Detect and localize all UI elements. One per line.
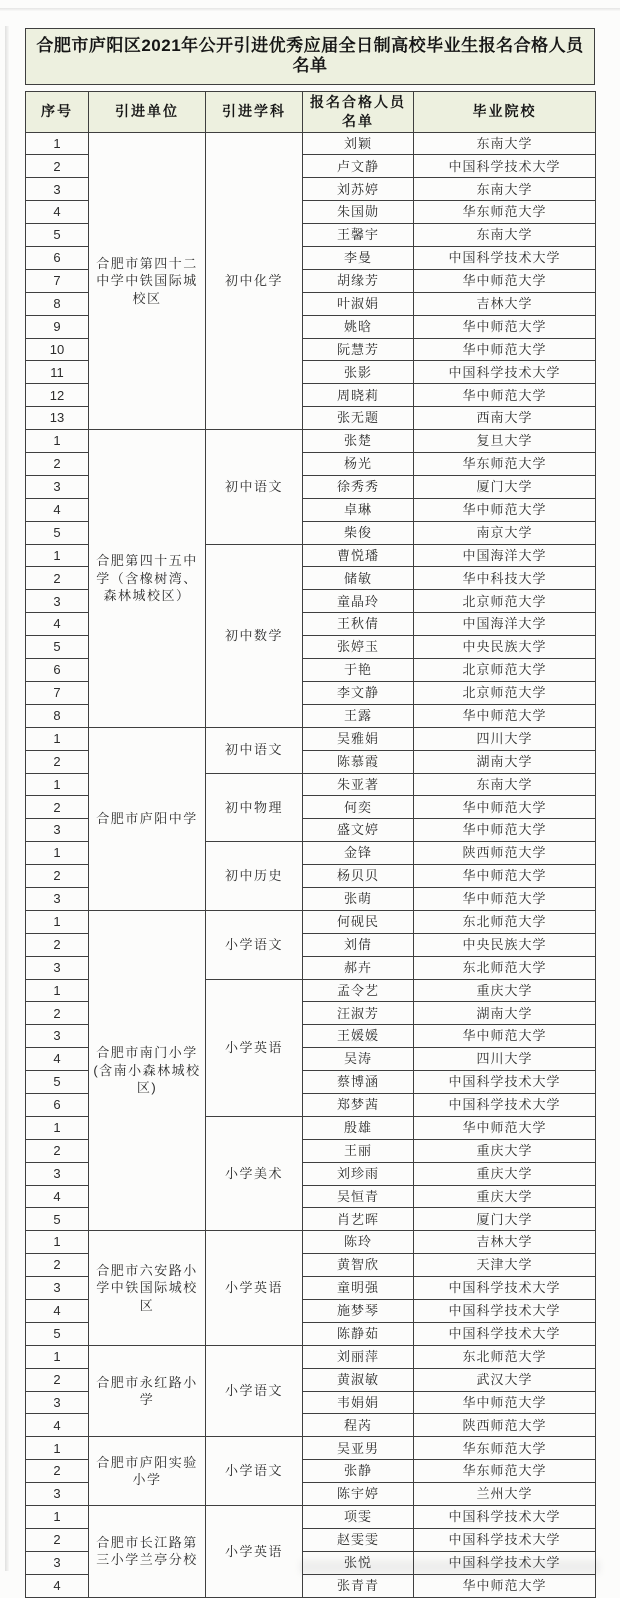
school-cell: 中央民族大学 [414,636,596,659]
row-number-cell: 11 [26,361,89,384]
unit-cell: 合肥市第四十二中学中铁国际城校区 [89,132,206,430]
applicant-name-cell: 肖艺晖 [303,1208,414,1231]
subject-cell: 初中物理 [206,773,303,842]
applicant-name-cell: 童晶玲 [303,590,414,613]
school-cell: 中国科学技术大学 [414,1506,596,1529]
school-cell: 华中师范大学 [414,796,596,819]
school-cell: 吉林大学 [414,1231,596,1254]
applicant-name-cell: 曹悦璠 [303,544,414,567]
applicant-name-cell: 张影 [303,361,414,384]
subject-cell: 小学语文 [206,1345,303,1437]
school-cell: 四川大学 [414,727,596,750]
school-cell: 中国海洋大学 [414,544,596,567]
applicant-name-cell: 于艳 [303,659,414,682]
school-cell: 华中师范大学 [414,865,596,888]
applicant-name-cell: 金锋 [303,842,414,865]
school-cell: 华中师范大学 [414,498,596,521]
school-cell: 陕西师范大学 [414,842,596,865]
applicant-name-cell: 朱亚著 [303,773,414,796]
applicant-name-cell: 何砚民 [303,910,414,933]
subject-cell: 初中语文 [206,727,303,773]
applicant-name-cell: 柴俊 [303,521,414,544]
school-cell: 华中师范大学 [414,1391,596,1414]
subject-cell: 初中数学 [206,544,303,727]
applicant-name-cell: 童明强 [303,1277,414,1300]
row-number-cell: 3 [26,475,89,498]
school-cell: 南京大学 [414,521,596,544]
school-cell: 北京师范大学 [414,590,596,613]
applicant-name-cell: 王馨宇 [303,224,414,247]
applicant-name-cell: 王露 [303,704,414,727]
school-cell: 中国科学技术大学 [414,1299,596,1322]
document [25,28,595,1598]
applicant-name-cell: 程芮 [303,1414,414,1437]
school-cell: 中国科学技术大学 [414,155,596,178]
row-number-cell: 5 [26,224,89,247]
row-number-cell: 3 [26,1391,89,1414]
row-number-cell: 4 [26,1414,89,1437]
school-cell: 重庆大学 [414,1185,596,1208]
applicant-name-cell: 叶淑娟 [303,292,414,315]
applicant-name-cell: 张婷玉 [303,636,414,659]
applicant-name-cell: 徐秀秀 [303,475,414,498]
applicant-name-cell: 阮慧芳 [303,338,414,361]
school-cell: 吉林大学 [414,292,596,315]
unit-cell: 合肥市庐阳中学 [89,727,206,910]
school-cell: 东南大学 [414,773,596,796]
applicant-name-cell: 刘苏婷 [303,178,414,201]
row-number-cell: 2 [26,933,89,956]
column-header-subject: 引进学科 [206,91,303,132]
applicant-name-cell: 张楚 [303,430,414,453]
applicant-name-cell: 胡缘芳 [303,269,414,292]
applicant-name-cell: 王丽 [303,1139,414,1162]
applicant-name-cell: 黄智欣 [303,1254,414,1277]
row-number-cell: 5 [26,1322,89,1345]
row-number-cell: 4 [26,201,89,224]
row-number-cell: 2 [26,1528,89,1551]
row-number-cell: 3 [26,956,89,979]
applicant-name-cell: 李曼 [303,247,414,270]
school-cell: 东南大学 [414,178,596,201]
row-number-cell: 4 [26,1048,89,1071]
row-number-cell: 3 [26,1162,89,1185]
row-number-cell: 3 [26,178,89,201]
table-row [26,132,596,155]
applicant-name-cell: 黄淑敏 [303,1368,414,1391]
row-number-cell: 2 [26,1460,89,1483]
row-number-cell: 2 [26,1254,89,1277]
school-cell: 陕西师范大学 [414,1414,596,1437]
school-cell: 厦门大学 [414,475,596,498]
applicant-name-cell: 张悦 [303,1551,414,1574]
applicant-name-cell: 郑梦茜 [303,1093,414,1116]
subject-cell: 小学美术 [206,1116,303,1230]
applicant-name-cell: 张无题 [303,407,414,430]
school-cell: 中央民族大学 [414,933,596,956]
applicant-name-cell: 陈静茹 [303,1322,414,1345]
row-number-cell: 2 [26,1002,89,1025]
applicant-name-cell: 刘颖 [303,132,414,155]
school-cell: 中国科学技术大学 [414,361,596,384]
applicant-name-cell: 王媛媛 [303,1025,414,1048]
table-row [26,1506,596,1529]
school-cell: 武汉大学 [414,1368,596,1391]
column-header-applicants: 报名合格人员名单 [303,91,414,132]
applicant-name-cell: 项雯 [303,1506,414,1529]
applicant-name-cell: 吴雅娟 [303,727,414,750]
row-number-cell: 7 [26,681,89,704]
applicant-name-cell: 施梦琴 [303,1299,414,1322]
school-cell: 华东师范大学 [414,201,596,224]
column-header-unit: 引进单位 [89,91,206,132]
subject-cell: 小学英语 [206,979,303,1116]
school-cell: 华东师范大学 [414,1437,596,1460]
school-cell: 中国科学技术大学 [414,247,596,270]
row-number-cell: 5 [26,636,89,659]
table-row [26,1437,596,1460]
row-number-cell: 1 [26,979,89,1002]
header-row [26,91,596,132]
applicant-name-cell: 周晓莉 [303,384,414,407]
applicant-name-cell: 刘倩 [303,933,414,956]
row-number-cell: 3 [26,1277,89,1300]
row-number-cell: 3 [26,887,89,910]
school-cell: 华中师范大学 [414,1025,596,1048]
row-number-cell: 2 [26,750,89,773]
school-cell: 华东师范大学 [414,453,596,476]
subject-cell: 小学英语 [206,1231,303,1345]
row-number-cell: 1 [26,1506,89,1529]
applicant-name-cell: 刘珍雨 [303,1162,414,1185]
applicant-name-cell: 陈慕霞 [303,750,414,773]
school-cell: 湖南大学 [414,1002,596,1025]
school-cell: 中国科学技术大学 [414,1093,596,1116]
applicant-name-cell: 卓琳 [303,498,414,521]
row-number-cell: 3 [26,1551,89,1574]
row-number-cell: 7 [26,269,89,292]
school-cell: 华中师范大学 [414,384,596,407]
row-number-cell: 6 [26,659,89,682]
row-number-cell: 1 [26,430,89,453]
school-cell: 东北师范大学 [414,910,596,933]
row-number-cell: 3 [26,819,89,842]
row-number-cell: 1 [26,773,89,796]
school-cell: 华中师范大学 [414,1116,596,1139]
applicant-name-cell: 张青青 [303,1574,414,1597]
school-cell: 西南大学 [414,407,596,430]
school-cell: 东南大学 [414,224,596,247]
row-number-cell: 5 [26,1071,89,1094]
row-number-cell: 2 [26,796,89,819]
row-number-cell: 5 [26,521,89,544]
table-row [26,727,596,750]
subject-cell: 小学英语 [206,1506,303,1598]
applicant-name-cell: 李文静 [303,681,414,704]
school-cell: 华中师范大学 [414,269,596,292]
applicant-name-cell: 陈宇婷 [303,1483,414,1506]
school-cell: 华中师范大学 [414,704,596,727]
row-number-cell: 1 [26,1345,89,1368]
applicant-name-cell: 吴亚男 [303,1437,414,1460]
unit-cell: 合肥市长江路第三小学兰亭分校 [89,1506,206,1598]
school-cell: 中国科学技术大学 [414,1551,596,1574]
applicant-name-cell: 王秋倩 [303,613,414,636]
row-number-cell: 1 [26,727,89,750]
unit-cell: 合肥市永红路小学 [89,1345,206,1437]
school-cell: 东北师范大学 [414,1345,596,1368]
row-number-cell: 2 [26,453,89,476]
row-number-cell: 6 [26,247,89,270]
row-number-cell: 2 [26,1368,89,1391]
applicant-name-cell: 殷雄 [303,1116,414,1139]
subject-cell: 初中化学 [206,132,303,430]
page-title: 合肥市庐阳区2021年公开引进优秀应届全日制高校毕业生报名合格人员名单 [25,28,595,85]
row-number-cell: 2 [26,1139,89,1162]
row-number-cell: 13 [26,407,89,430]
applicant-name-cell: 郝卉 [303,956,414,979]
row-number-cell: 1 [26,1437,89,1460]
row-number-cell: 4 [26,1185,89,1208]
applicant-name-cell: 韦娟娟 [303,1391,414,1414]
school-cell: 华中师范大学 [414,887,596,910]
table-row [26,910,596,933]
row-number-cell: 4 [26,613,89,636]
school-cell: 华中师范大学 [414,338,596,361]
unit-cell: 合肥第四十五中学（含橡树湾、森林城校区） [89,430,206,728]
school-cell: 东北师范大学 [414,956,596,979]
row-number-cell: 5 [26,1208,89,1231]
row-number-cell: 8 [26,704,89,727]
unit-cell: 合肥市庐阳实验小学 [89,1437,206,1506]
row-number-cell: 12 [26,384,89,407]
applicant-name-cell: 杨光 [303,453,414,476]
applicant-name-cell: 卢文静 [303,155,414,178]
school-cell: 兰州大学 [414,1483,596,1506]
row-number-cell: 1 [26,842,89,865]
applicant-name-cell: 姚晗 [303,315,414,338]
row-number-cell: 10 [26,338,89,361]
applicants-table-body [26,132,596,1597]
school-cell: 重庆大学 [414,979,596,1002]
unit-cell: 合肥市六安路小学中铁国际城校区 [89,1231,206,1345]
table-row [26,1345,596,1368]
row-number-cell: 1 [26,132,89,155]
subject-cell: 初中语文 [206,430,303,544]
row-number-cell: 3 [26,590,89,613]
school-cell: 中国海洋大学 [414,613,596,636]
row-number-cell: 4 [26,1299,89,1322]
row-number-cell: 3 [26,1025,89,1048]
school-cell: 中国科学技术大学 [414,1071,596,1094]
scan-artifact-left [5,26,9,1571]
applicant-name-cell: 吴恒青 [303,1185,414,1208]
school-cell: 北京师范大学 [414,659,596,682]
scan-artifact-top [0,8,620,11]
school-cell: 华东师范大学 [414,1460,596,1483]
school-cell: 东南大学 [414,132,596,155]
applicant-name-cell: 蔡博涵 [303,1071,414,1094]
subject-cell: 小学语文 [206,1437,303,1506]
school-cell: 中国科学技术大学 [414,1528,596,1551]
school-cell: 北京师范大学 [414,681,596,704]
school-cell: 天津大学 [414,1254,596,1277]
row-number-cell: 8 [26,292,89,315]
row-number-cell: 4 [26,498,89,521]
applicant-name-cell: 储敏 [303,567,414,590]
applicant-name-cell: 陈玲 [303,1231,414,1254]
school-cell: 华中师范大学 [414,1574,596,1597]
school-cell: 四川大学 [414,1048,596,1071]
applicant-name-cell: 孟令艺 [303,979,414,1002]
school-cell: 重庆大学 [414,1139,596,1162]
applicant-name-cell: 吴涛 [303,1048,414,1071]
applicant-name-cell: 杨贝贝 [303,865,414,888]
school-cell: 中国科学技术大学 [414,1277,596,1300]
school-cell: 中国科学技术大学 [414,1322,596,1345]
applicant-name-cell: 朱国勋 [303,201,414,224]
column-header-school: 毕业院校 [414,91,596,132]
applicant-name-cell: 盛文婷 [303,819,414,842]
unit-cell: 合肥市南门小学(含南小森林城校区) [89,910,206,1230]
applicant-name-cell: 汪淑芳 [303,1002,414,1025]
row-number-cell: 9 [26,315,89,338]
row-number-cell: 1 [26,1116,89,1139]
row-number-cell: 1 [26,910,89,933]
applicant-name-cell: 赵雯雯 [303,1528,414,1551]
row-number-cell: 4 [26,1574,89,1597]
row-number-cell: 3 [26,1483,89,1506]
school-cell: 华中师范大学 [414,315,596,338]
school-cell: 湖南大学 [414,750,596,773]
school-cell: 重庆大学 [414,1162,596,1185]
applicant-name-cell: 张萌 [303,887,414,910]
applicants-table [25,91,596,1598]
row-number-cell: 6 [26,1093,89,1116]
school-cell: 华中师范大学 [414,819,596,842]
row-number-cell: 2 [26,155,89,178]
table-row [26,430,596,453]
applicant-name-cell: 刘丽萍 [303,1345,414,1368]
school-cell: 华中科技大学 [414,567,596,590]
school-cell: 厦门大学 [414,1208,596,1231]
table-row [26,1231,596,1254]
school-cell: 复旦大学 [414,430,596,453]
row-number-cell: 2 [26,567,89,590]
row-number-cell: 2 [26,865,89,888]
row-number-cell: 1 [26,1231,89,1254]
subject-cell: 初中历史 [206,842,303,911]
applicant-name-cell: 张静 [303,1460,414,1483]
column-header-index: 序号 [26,91,89,132]
applicant-name-cell: 何奕 [303,796,414,819]
subject-cell: 小学语文 [206,910,303,979]
row-number-cell: 1 [26,544,89,567]
